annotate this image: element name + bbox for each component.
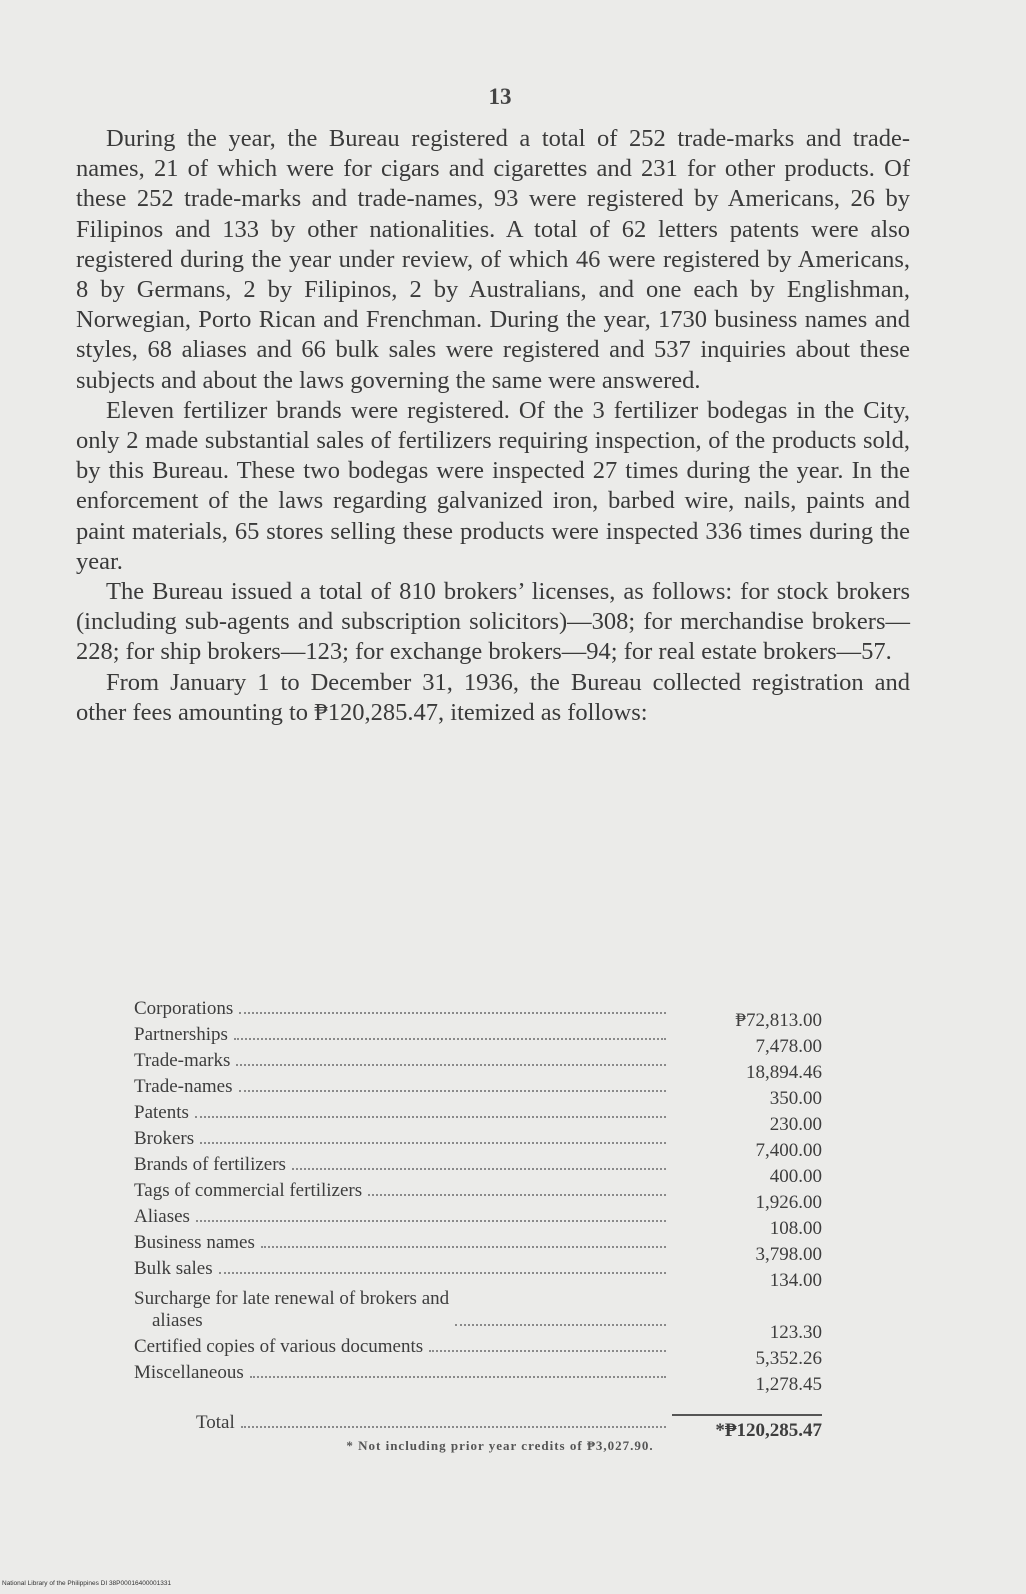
- leader-dots: [219, 1271, 666, 1274]
- fee-amount: 400.00: [769, 1166, 822, 1187]
- fee-label: Bulk sales: [134, 1258, 213, 1279]
- paragraph-fertilizers: Eleven fertilizer brands were registered. Of the 3 fertilizer bodegas in the City, only 2 made substantial sales of fertilizers requiring inspection, of the products sold, by this Bureau. These two bodegas were inspected 27 times during the year. In the enforcement of the laws regarding galvanized iron, barbed wire, nails, paints and paint materials, 65 stores selling these products were inspected 336 times during the year.: [76, 396, 910, 575]
- fee-label: Certified copies of various documents: [134, 1336, 424, 1357]
- leader-dots: [234, 1037, 666, 1040]
- fee-label: Business names: [134, 1232, 255, 1253]
- leader-dots: [368, 1193, 666, 1196]
- fee-label: Miscellaneous: [134, 1362, 244, 1383]
- fee-row-corporations: [134, 994, 822, 1031]
- fee-label: Trade-names: [134, 1076, 233, 1097]
- fee-label: Brands of fertilizers: [134, 1154, 286, 1175]
- fee-amount: 134.00: [769, 1270, 822, 1291]
- fee-amount: 18,894.46: [746, 1062, 822, 1083]
- paragraph-fees-intro: From January 1 to December 31, 1936, the Bureau collected registration and other fees amounting to ₱120,285.47, itemized as follows:: [76, 668, 910, 726]
- fee-amount: 5,352.26: [755, 1348, 822, 1369]
- fee-label: [134, 1288, 449, 1332]
- leader-dots: [196, 1219, 666, 1222]
- fee-amount: 7,478.00: [755, 1036, 822, 1057]
- fee-row-total: [134, 1390, 822, 1441]
- page-number: 13: [488, 84, 512, 109]
- fee-label: Patents: [134, 1102, 189, 1123]
- total-label: Total: [196, 1412, 235, 1433]
- fee-label: Corporations: [134, 998, 234, 1019]
- fee-amount: 123.30: [769, 1322, 822, 1343]
- footnote: * Not including prior year credits of ₱3,027.90.: [346, 1438, 654, 1453]
- fee-amount: 108.00: [769, 1218, 822, 1239]
- leader-dots: [261, 1245, 666, 1248]
- leader-dots: [292, 1167, 666, 1170]
- fee-amount: 3,798.00: [755, 1244, 822, 1265]
- fee-label: Partnerships: [134, 1024, 228, 1045]
- fees-table: [134, 994, 822, 1441]
- leader-dots: [241, 1425, 666, 1428]
- paragraph-brokers: The Bureau issued a total of 810 brokers’ licenses, as follows: for stock brokers (including sub-agents and subscription solicitors)—308; for merchandise brokers—228; for ship brokers—123; for exchange brokers—94; for real estate brokers—57.: [76, 578, 910, 666]
- leader-dots: [200, 1141, 666, 1144]
- fee-label-line-1: Surcharge for late renewal of brokers and: [134, 1288, 450, 1309]
- leader-dots: [195, 1115, 666, 1118]
- leader-dots: [239, 1089, 667, 1092]
- fee-label-line-2: aliases: [152, 1310, 203, 1331]
- fee-label: Aliases: [134, 1206, 190, 1227]
- leader-dots: [250, 1375, 666, 1378]
- fee-amount: 7,400.00: [755, 1140, 822, 1161]
- fee-amount: ₱72,813.00: [735, 1010, 822, 1031]
- leader-dots: [239, 1011, 666, 1014]
- leader-dots: [455, 1323, 666, 1326]
- library-stamp: National Library of the Philippines DI 38P00016400001331: [2, 1580, 172, 1587]
- fee-label: Trade-marks: [134, 1050, 231, 1071]
- fee-label: Brokers: [134, 1128, 195, 1149]
- fee-label: Tags of commercial fertilizers: [134, 1180, 363, 1201]
- fee-amount: 350.00: [769, 1088, 822, 1109]
- body-text: [76, 124, 910, 728]
- leader-dots: [236, 1063, 666, 1066]
- total-amount: *₱120,285.47: [672, 1414, 822, 1442]
- fee-amount: 1,278.45: [755, 1374, 822, 1395]
- fee-amount: 230.00: [769, 1114, 822, 1135]
- paragraph-trademarks: During the year, the Bureau registered a total of 252 trade-marks and trade-names, 21 of which were for cigars and cigarettes and 231 for other products. Of these 252 trade-marks and trade-names, 93 were registered by Americans, 26 by Filipinos and 133 by other nationalities. A total of 62 letters patents were also registered during the year under review, of which 46 were registered by Americans, 8 by Germans, 2 by Filipinos, 2 by Australians, and one each by Englishman, Norwegian, Porto Rican and Frenchman. During the year, 1730 business names and styles, 68 aliases and 66 bulk sales were registered and 537 inquiries about these subjects and about the laws governing the same were answered.: [76, 125, 910, 394]
- leader-dots: [429, 1349, 666, 1352]
- fee-amount: 1,926.00: [755, 1192, 822, 1213]
